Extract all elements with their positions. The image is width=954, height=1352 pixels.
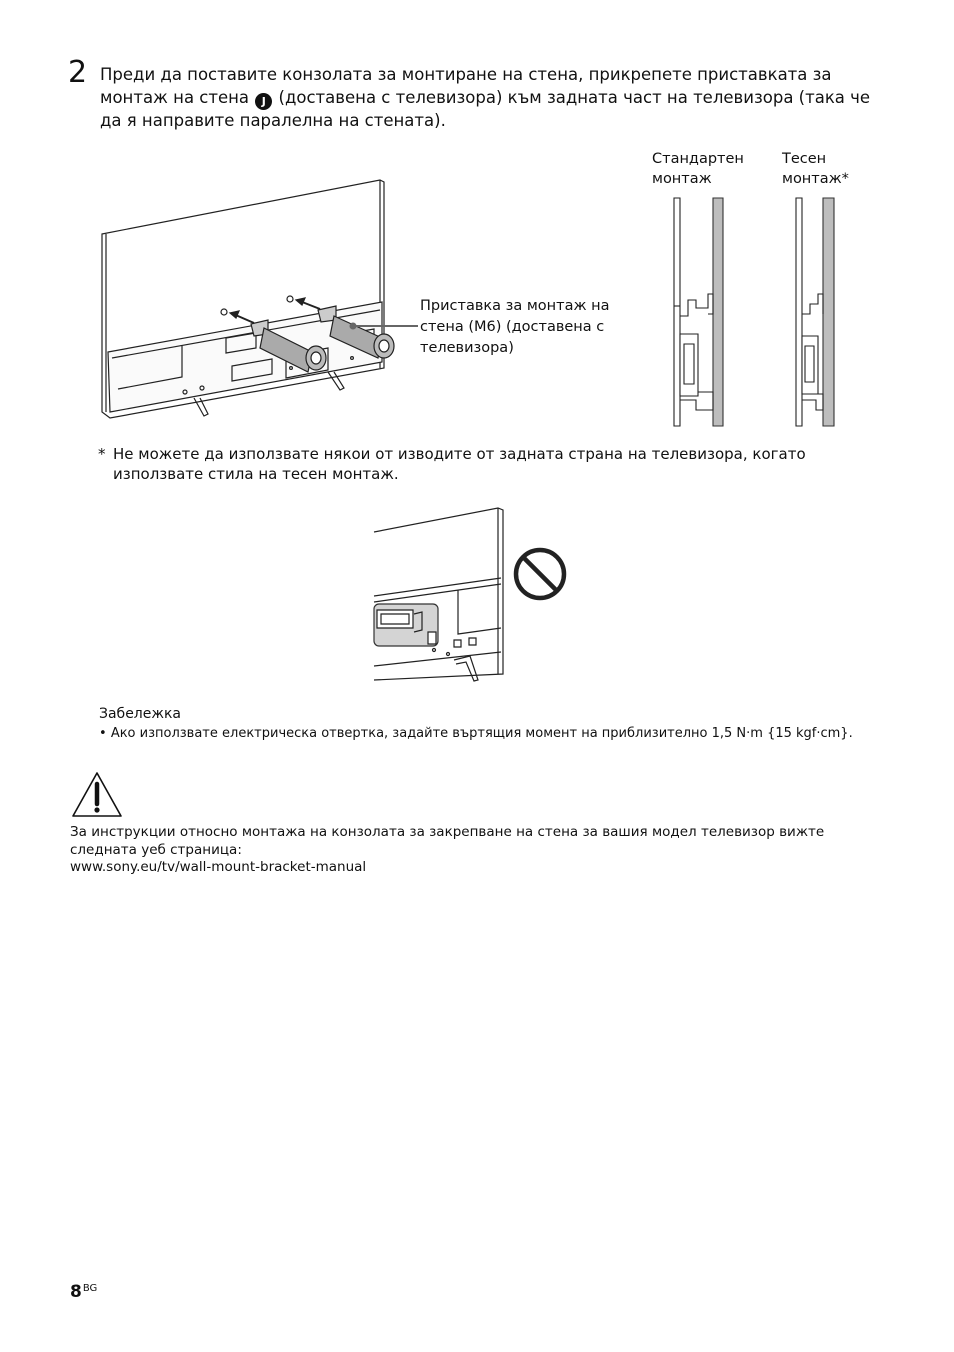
wall-mount-instructions [70, 824, 860, 877]
part-j-badge-icon: J [255, 93, 272, 110]
warning-triangle-icon [70, 770, 124, 820]
step-number: 2 [68, 55, 88, 90]
note-heading: Забележка [99, 706, 182, 722]
step-text-part2: (доставена с телевизора) към задната част на телевизора (така че да я направите паралелна на стената). [100, 87, 871, 130]
page-language: BG [82, 1283, 98, 1294]
instructions-url-link[interactable]: www.sony.eu/tv/wall-mount-bracket-manual [70, 859, 367, 875]
slim-mount-footnote [98, 444, 868, 484]
footnote-marker: * [98, 445, 106, 463]
instructions-text: За инструкции относно монтажа на конзолата за закрепване на стена за вашия модел телевизор вижте следната уеб страница: [70, 824, 825, 858]
step-instruction [100, 64, 890, 132]
tv-back-illustration [96, 172, 426, 422]
standard-mount-side-view [666, 196, 730, 428]
slim-mount-side-view [790, 196, 840, 428]
note-bullet: • [99, 726, 107, 741]
note-item-text: Ако използвате електрическа отвертка, задайте въртящия момент на приблизително 1,5 N·m {15 kgf·cm}. [110, 726, 853, 741]
spacer-callout-label: Приставка за монтаж на стена (M6) (доставена с телевизора) [420, 298, 610, 356]
slim-mount-label: Тесен монтаж* [782, 151, 849, 187]
note-item [99, 725, 889, 743]
step-text-part1: Преди да поставите конзолата за монтиране на стена, прикрепете приставката за монтаж на стена [100, 65, 832, 107]
blocked-terminals-illustration [370, 504, 580, 689]
standard-mount-label: Стандартен монтаж [652, 151, 744, 187]
footnote-text: Не можете да използвате някои от изводите от задната страна на телевизора, когато използвате стила на тесен монтаж. [113, 445, 806, 483]
page-number: $8^{BG}$ [70, 1282, 98, 1302]
